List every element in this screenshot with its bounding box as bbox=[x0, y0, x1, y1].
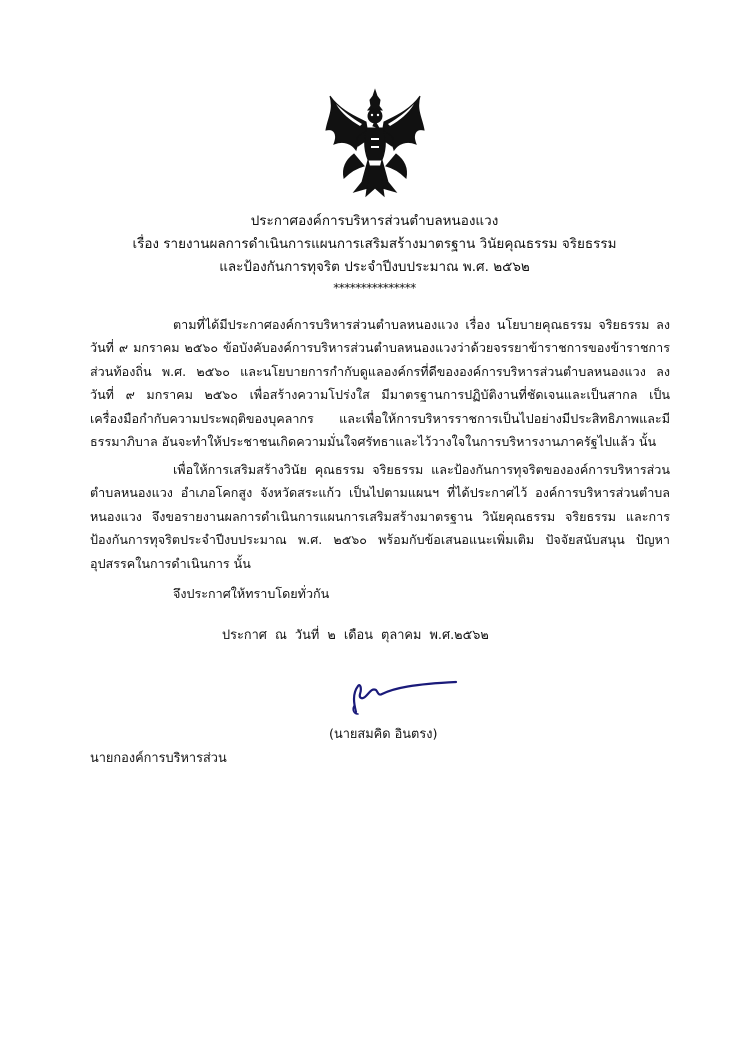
paragraph-line: ป้องกันการทุจริตประจำปีงบประมาณ พ.ศ. ๒๕๖๐ พร้อมกับข้อเสนอแนะเพิ่มเติม ปัจจัยสนับสนุน ปัญหา bbox=[90, 532, 670, 548]
paragraph-line: ธรรมาภิบาล อันจะทำให้ประชาชนเกิดความมั่นใจศรัทธาและไว้วางใจในการบริหารงานภาครัฐไปแล้ว นั้น bbox=[90, 433, 657, 449]
signer-name: (นายสมคิด อินตรง) bbox=[329, 727, 438, 742]
date-line: ประกาศ ณ วันที่ ๒ เดือน ตุลาคม พ.ศ.๒๕๖๒ bbox=[222, 628, 489, 643]
paragraph-line: หนองแวง จึงขอรายงานผลการดำเนินการแผนการเสริมสร้างมาตรฐาน วินัยคุณธรรม จริยธรรม และการ bbox=[90, 508, 670, 524]
header-subject: เรื่อง รายงานผลการดำเนินการแผนการเสริมสร้างมาตรฐาน วินัยคุณธรรม จริยธรรม bbox=[132, 236, 617, 252]
paragraph-line: เครื่องมือกำกับความประพฤติของบุคลากร และเพื่อให้การบริหารราชการเป็นไปอย่างมีประสิทธิภาพและมี bbox=[90, 410, 670, 426]
paragraph-1 bbox=[90, 313, 670, 453]
header-separator: *************** bbox=[333, 281, 416, 295]
signer-position: นายกองค์การบริหารส่วน bbox=[90, 751, 227, 766]
paragraph-line: เพื่อให้การเสริมสร้างวินัย คุณธรรม จริยธรรม และป้องกันการทุจริตขององค์การบริหารส่วน bbox=[173, 462, 670, 477]
document-header bbox=[60, 210, 689, 297]
paragraph-2 bbox=[90, 458, 670, 575]
announcement-text: จึงประกาศให้ทราบโดยทั่วกัน bbox=[173, 586, 330, 601]
garuda-emblem-icon bbox=[324, 88, 426, 200]
paragraph-line: ตามที่ได้มีประกาศองค์การบริหารส่วนตำบลหนองแวง เรื่อง นโยบายคุณธรรม จริยธรรม ลง bbox=[173, 317, 670, 332]
paragraph-line: วันที่ ๙ มกราคม ๒๕๖๐ เพื่อสร้างความโปร่งใส มีมาตรฐานการปฏิบัติงานที่ชัดเจนและเป็นสากล เป็น bbox=[90, 387, 670, 403]
paragraph-line: วันที่ ๙ มกราคม ๒๕๖๐ ข้อบังคับองค์การบริหารส่วนตำบลหนองแวงว่าด้วยจรรยาข้าราชการของข้าราชการ bbox=[90, 340, 670, 356]
header-title: ประกาศองค์การบริหารส่วนตำบลหนองแวง bbox=[250, 213, 499, 229]
paragraph-line: ส่วนท้องถิ่น พ.ศ. ๒๕๖๐ และนโยบายการกำกับดูแลองค์กรที่ดีขององค์การบริหารส่วนตำบลหนองแวง ลง bbox=[90, 363, 670, 379]
header-subject-cont: และป้องกันการทุจริต ประจำปีงบประมาณ พ.ศ. ๒๕๖๒ bbox=[219, 259, 530, 275]
handwritten-signature bbox=[338, 670, 468, 720]
paragraph-line: อุปสรรคในการดำเนินการ นั้น bbox=[90, 555, 251, 571]
paragraph-line: ตำบลหนองแวง อำเภอโคกสูง จังหวัดสระแก้ว เป็นไปตามแผนฯ ที่ได้ประกาศไว้ องค์การบริหารส่วนตำบล bbox=[90, 485, 670, 501]
